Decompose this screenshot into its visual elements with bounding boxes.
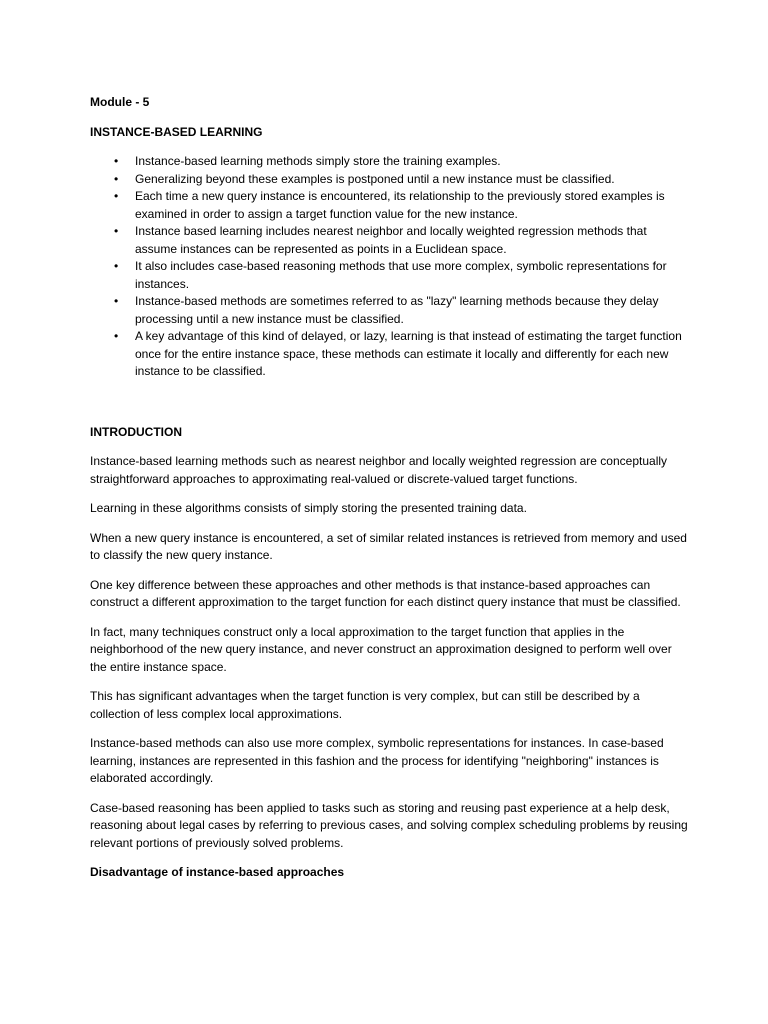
- bullet-icon: •: [114, 154, 119, 168]
- introduction-heading: INTRODUCTION: [90, 424, 182, 439]
- paragraph: In fact, many techniques construct only a local approximation to the target function that applies in the neighborhood of the new query instance, and never construct an approximation designed to perform well over the entire instance space.: [90, 624, 672, 674]
- disadvantage-heading: Disadvantage of instance-based approaches: [90, 865, 345, 879]
- paragraph: One key difference between these approaches and other methods is that instance-based approaches can construct a different approximation to the target function for each distinct query instance that must be classified.: [90, 577, 681, 609]
- bullet-text: Instance based learning includes nearest neighbor and locally weighted regression methods that assume instances can be represented as points in a Euclidean space.: [135, 224, 647, 256]
- paragraph: When a new query instance is encountered, a set of similar related instances is retrieved from memory and used to classify the new query instance.: [90, 530, 687, 562]
- section-title: INSTANCE-BASED LEARNING: [90, 124, 263, 139]
- module-title: Module - 5: [90, 95, 150, 109]
- paragraph: Instance-based methods can also use more complex, symbolic representations for instances. In case-based learning, instances are represented in this fashion and the process for identifying "neighboring" instances is elaborated accordingly.: [90, 736, 664, 785]
- bullet-icon: •: [114, 294, 119, 308]
- bullet-icon: •: [114, 224, 119, 238]
- bullet-text: Instance-based methods are sometimes referred to as "lazy" learning methods because they delay processing until a new instance must be classified.: [135, 294, 659, 326]
- list-item: [90, 171, 690, 189]
- bullet-text: Each time a new query instance is encountered, its relationship to the previously stored examples is examined in order to assign a target function value for the new instance.: [135, 189, 665, 221]
- bullet-icon: •: [114, 259, 119, 273]
- bullet-text: Instance-based learning methods simply store the training examples.: [135, 154, 501, 168]
- paragraph: Learning in these algorithms consists of simply storing the presented training data.: [90, 501, 527, 515]
- bullet-text: Generalizing beyond these examples is postponed until a new instance must be classified.: [135, 171, 615, 186]
- paragraph: Instance-based learning methods such as nearest neighbor and locally weighted regression are conceptually straightforward approaches to approximating real-valued or discrete-valued target functions.: [90, 454, 668, 486]
- list-item: [90, 153, 690, 171]
- document-content: [90, 94, 690, 882]
- bullet-icon: •: [114, 189, 119, 203]
- paragraph: This has significant advantages when the target function is very complex, but can still be described by a collection of less complex local approximations.: [90, 689, 640, 721]
- bullet-icon: •: [114, 171, 119, 186]
- bullet-text: A key advantage of this kind of delayed, or lazy, learning is that instead of estimating the target function once for the entire instance space, these methods can estimate it locally and differently for each new instance to be classified.: [135, 329, 682, 378]
- list-item: [90, 223, 690, 258]
- bullet-list: [90, 153, 690, 381]
- bullet-icon: •: [114, 329, 119, 343]
- list-item: [90, 258, 690, 293]
- list-item: [90, 188, 690, 223]
- bullet-text: It also includes case-based reasoning methods that use more complex, symbolic representations for instances.: [135, 259, 667, 291]
- paragraph: Case-based reasoning has been applied to tasks such as storing and reusing past experience at a help desk, reasoning about legal cases by referring to previous cases, and solving complex scheduling problems by reusing relevant portions of previously solved problems.: [90, 800, 688, 850]
- list-item: [90, 328, 690, 381]
- list-item: [90, 293, 690, 328]
